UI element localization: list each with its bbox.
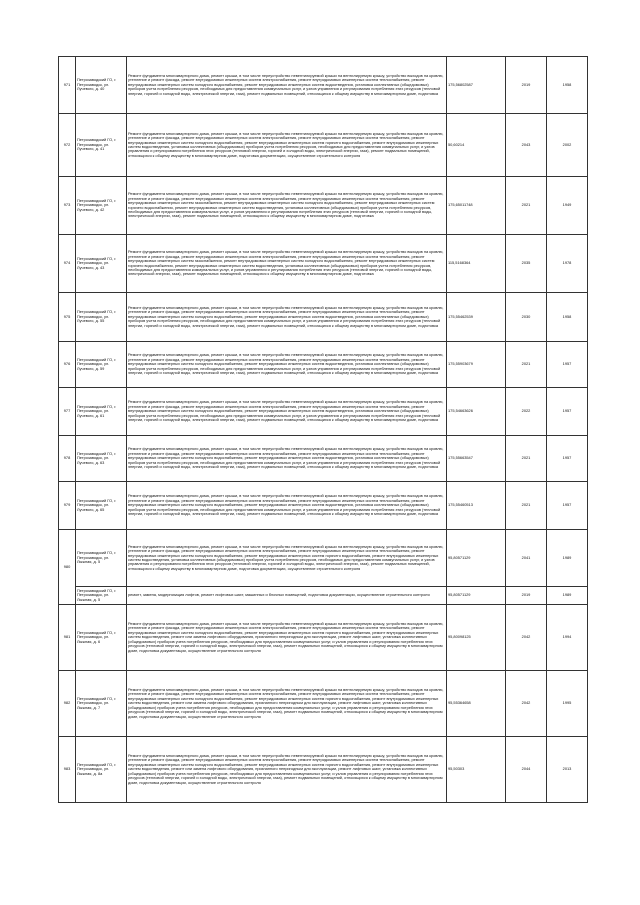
repair-year-cell: 2042 bbox=[506, 671, 547, 737]
repair-year-cell: 2041 bbox=[506, 530, 547, 587]
repair-year-cell: 2021 bbox=[506, 482, 547, 530]
table-row bbox=[59, 482, 588, 530]
cost-cell: 95,80098125 bbox=[447, 605, 506, 671]
row-number: 980 bbox=[59, 530, 76, 605]
built-year-cell: 2013 bbox=[547, 737, 588, 803]
address-cell: Петрозаводский ГО, г. Петрозаводск, ул. Лучевого, д. 55 bbox=[76, 293, 127, 342]
works-cell: Ремонт фундамента многоквартирного дома, ремонт крыши, в том числе переустройство невентилируемой крыши на вентилируемую крышу, устройство выходов на кровлю, утепление и ремонт фасада, ремонт внутридомовых инженерных систем электроснабжения, ремонт внутридомовых инженерных систем теплоснабжения, ремонт внутридомовых инженерных систем холодного водоснабжения, ремонт внутридомовых инженерных систем горячего водоснабжения, ремонт внутридомовых инженерных систем водоотведения, установка коллективных (общедомовых) приборов учета потребления ресурсов, необходимых для предоставления коммунальных услуг, и узлов управления и регулирования потребления этих ресурсов (тепловой энергии, горячей и холодной воды, электрической энергии, газа), ремонт подвальных помещений, относящихся к общему имуществу в многоквартирном доме, подготовка документации, осуществление строительного контроля bbox=[127, 530, 447, 587]
table-row bbox=[59, 57, 588, 114]
row-number: 983 bbox=[59, 737, 76, 803]
cost-cell: 175,54663626 bbox=[447, 388, 506, 436]
row-number: 972 bbox=[59, 114, 76, 177]
built-year-cell: 1995 bbox=[547, 671, 588, 737]
capital-repair-table bbox=[58, 56, 588, 803]
address-cell: Петрозаводский ГО, г. Петрозаводск, ул. Лучевого, д. 41 bbox=[76, 114, 127, 177]
repair-year-cell: 2043 bbox=[506, 114, 547, 177]
cost-cell: 95,55364658 bbox=[447, 671, 506, 737]
table-row bbox=[59, 388, 588, 436]
cost-cell: 175,55663547 bbox=[447, 436, 506, 482]
cost-cell: 50,60214 bbox=[447, 114, 506, 177]
repair-year-cell: 2021 bbox=[506, 436, 547, 482]
address-cell: Петрозаводский ГО, г. Петрозаводск, ул. Лучевого, д. 61 bbox=[76, 388, 127, 436]
works-cell: Ремонт фундамента многоквартирного дома, ремонт крыши, в том числе переустройство невентилируемой крыши на вентилируемую крышу, устройство выходов на кровлю, утепление и ремонт фасада, ремонт внутридомовых инженерных систем электроснабжения, ремонт внутридомовых инженерных систем теплоснабжения, ремонт внутридомовых инженерных систем холодного водоснабжения, ремонт внутридомовых инженерных систем горячего водоснабжения, ремонт внутридомовых инженерных систем водоотведения, ремонт или замена лифтового оборудования, признанного непригодным для эксплуатации, ремонт лифтовых шахт, установка коллективных (общедомовых) приборов учета потребления ресурсов, необходимых для предоставления коммунальных услуг, и узлов управления и регулирования потребления этих ресурсов (тепловой энергии, горячей и холодной воды, электрической энергии, газа), ремонт подвальных помещений, относящихся к общему имуществу в многоквартирном доме, подготовка документации, осуществление строительного контроля bbox=[127, 605, 447, 671]
built-year-cell: 1949 bbox=[547, 177, 588, 235]
row-number: 973 bbox=[59, 177, 76, 235]
row-number: 976 bbox=[59, 342, 76, 388]
table-row bbox=[59, 114, 588, 177]
table-row bbox=[59, 436, 588, 482]
works-cell: Ремонт фундамента многоквартирного дома, ремонт крыши, в том числе переустройство невентилируемой крыши на вентилируемую крышу, устройство выходов на кровлю, утепление и ремонт фасада, ремонт внутридомовых инженерных систем электроснабжения, ремонт внутридомовых инженерных систем теплоснабжения, ремонт внутридомовых инженерных систем холодного водоснабжения, ремонт внутридомовых инженерных систем горячего водоснабжения, ремонт внутридомовых инженерных систем водоотведения, ремонт или замена лифтового оборудования, признанного непригодным для эксплуатации, ремонт лифтовых шахт, установка коллективных (общедомовых) приборов учета потребления ресурсов, необходимых для предоставления коммунальных услуг, и узлов управления и регулирования потребления этих ресурсов (тепловой энергии, горячей и холодной воды, электрической энергии, газа), ремонт подвальных помещений, относящихся к общему имуществу в многоквартирном доме, подготовка документации, осуществление строительного контроля bbox=[127, 737, 447, 803]
built-year-cell: 1994 bbox=[547, 605, 588, 671]
row-number: 971 bbox=[59, 57, 76, 114]
cost-cell: 175,65011748 bbox=[447, 177, 506, 235]
repair-year-cell: 2019 bbox=[506, 57, 547, 114]
address-cell: Петрозаводский ГО, г. Петрозаводск, ул. Лыжная, д. 8а bbox=[76, 737, 127, 803]
cost-cell: 95,50303 bbox=[447, 737, 506, 803]
address-cell: Петрозаводский ГО, г. Петрозаводск, ул. Лучевого, д. 43 bbox=[76, 235, 127, 293]
repair-year-cell: 2019 bbox=[506, 587, 547, 605]
repair-year-cell: 2021 bbox=[506, 177, 547, 235]
row-number: 978 bbox=[59, 436, 76, 482]
built-year-cell: 1958 bbox=[547, 293, 588, 342]
built-year-cell: 1957 bbox=[547, 388, 588, 436]
works-cell: Ремонт фундамента многоквартирного дома, ремонт крыши, в том числе переустройство невентилируемой крыши на вентилируемую крышу, устройство выходов на кровлю, утепление и ремонт фасада, ремонт внутридомовых инженерных систем электроснабжения, ремонт внутридомовых инженерных систем теплоснабжения, ремонт внутридомовых инженерных систем холодного водоснабжения, ремонт внутридомовых инженерных систем водоотведения, установка коллективных (общедомовых) приборов учета потребления ресурсов, необходимых для предоставления коммунальных услуг, и узлов управления и регулирования потребления этих ресурсов (тепловой энергии, горячей и холодной воды, электрической энергии, газа), ремонт подвальных помещений, относящихся к общему имуществу в многоквартирном доме, подготовка bbox=[127, 57, 447, 114]
table-row bbox=[59, 293, 588, 342]
address-cell: Петрозаводский ГО, г. Петрозаводск, ул. Лучевого, д. 63 bbox=[76, 436, 127, 482]
repair-year-cell: 2030 bbox=[506, 293, 547, 342]
table-row bbox=[59, 605, 588, 671]
table-row bbox=[59, 177, 588, 235]
address-cell: Петрозаводский ГО, г. Петрозаводск, ул. Лучевого, д. 65 bbox=[76, 482, 127, 530]
repair-year-cell: 2035 bbox=[506, 235, 547, 293]
works-cell: Ремонт фундамента многоквартирного дома, ремонт крыши, в том числе переустройство невентилируемой крыши на вентилируемую крышу, устройство выходов на кровлю, утепление и ремонт фасада, ремонт внутридомовых инженерных систем электроснабжения, ремонт внутридомовых инженерных систем теплоснабжения, ремонт внутридомовых инженерных систем холодного водоснабжения, ремонт внутридомовых инженерных систем горячего водоснабжения, ремонт внутридомовых инженерных систем водоотведения, ремонт или замена лифтового оборудования, признанного непригодным для эксплуатации, ремонт лифтовых шахт, установка коллективных (общедомовых) приборов учета потребления ресурсов, необходимых для предоставления коммунальных услуг, и узлов управления и регулирования потребления этих ресурсов (тепловой энергии, горячей и холодной воды, электрической энергии, газа), ремонт подвальных помещений, относящихся к общему имуществу в многоквартирном доме, подготовка документации, осуществление строительного контроля bbox=[127, 671, 447, 737]
address-cell: Петрозаводский ГО, г. Петрозаводск, ул. Лыжная, д. 7 bbox=[76, 671, 127, 737]
repair-year-cell: 2044 bbox=[506, 737, 547, 803]
cost-cell: 175,55903679 bbox=[447, 342, 506, 388]
cost-cell: 175,56802587 bbox=[447, 57, 506, 114]
cost-cell: 175,55462539 bbox=[447, 293, 506, 342]
address-cell: Петрозаводский ГО, г. Петрозаводск, ул. Лучевого, д. 42 bbox=[76, 177, 127, 235]
works-cell: Ремонт фундамента многоквартирного дома, ремонт крыши, в том числе переустройство невентилируемой крыши на вентилируемую крышу, устройство выходов на кровлю, утепление и ремонт фасада, ремонт внутридомовых инженерных систем электроснабжения, ремонт внутридомовых инженерных систем теплоснабжения, ремонт внутридомовых инженерных систем холодного водоснабжения, ремонт внутридомовых инженерных систем водоотведения, установка коллективных (общедомовых) приборов учета потребления ресурсов, необходимых для предоставления коммунальных услуг, и узлов управления и регулирования потребления этих ресурсов (тепловой энергии, горячей и холодной воды, электрической энергии, газа), ремонт подвальных помещений, относящихся к общему имуществу в многоквартирном доме, подготовка bbox=[127, 293, 447, 342]
built-year-cell: 1978 bbox=[547, 235, 588, 293]
repair-year-cell: 2042 bbox=[506, 605, 547, 671]
row-number: 982 bbox=[59, 671, 76, 737]
cost-cell: 95,80571129 bbox=[447, 530, 506, 587]
works-cell: Ремонт фундамента многоквартирного дома, ремонт крыши, в том числе переустройство невентилируемой крыши на вентилируемую крышу, устройство выходов на кровлю, утепление и ремонт фасада, ремонт внутридомовых инженерных систем электроснабжения, ремонт внутридомовых инженерных систем теплоснабжения, ремонт внутридомовых инженерных систем холодного водоснабжения, ремонт внутридомовых инженерных систем водоотведения, установка коллективных (общедомовых) приборов учета потребления ресурсов, необходимых для предоставления коммунальных услуг, и узлов управления и регулирования потребления этих ресурсов (тепловой энергии, горячей и холодной воды, электрической энергии, газа), ремонт подвальных помещений, относящихся к общему имуществу в многоквартирном доме, подготовка bbox=[127, 342, 447, 388]
table-row bbox=[59, 587, 588, 605]
address-cell: Петрозаводский ГО, г. Петрозаводск, ул. Лучевого, д. 59 bbox=[76, 342, 127, 388]
works-cell: Ремонт фундамента многоквартирного дома, ремонт крыши, в том числе переустройство невентилируемой крыши на вентилируемую крышу, устройство выходов на кровлю, утепление и ремонт фасада, ремонт внутридомовых инженерных систем электроснабжения, ремонт внутридомовых инженерных систем теплоснабжения, ремонт внутридомовых инженерных систем газоснабжения, ремонт внутридомовых инженерных систем холодного водоснабжения, ремонт внутридомовых инженерных систем горячего водоснабжения, ремонт внутридомовых инженерных систем водоотведения, установка коллективных (общедомовых) приборов учета потребления ресурсов, необходимых для предоставления коммунальных услуг, и узлов управления и регулирования потребления этих ресурсов (тепловой энергии, горячей и холодной воды, электрической энергии, газа), ремонт подвальных помещений, относящихся к общему имуществу в многоквартирном доме, подготовка bbox=[127, 235, 447, 293]
row-number: 979 bbox=[59, 482, 76, 530]
built-year-cell: 2002 bbox=[547, 114, 588, 177]
works-cell: Ремонт фундамента многоквартирного дома, ремонт крыши, в том числе переустройство невентилируемой крыши на вентилируемую крышу, устройство выходов на кровлю, утепление и ремонт фасада, ремонт внутридомовых инженерных систем электроснабжения, ремонт внутридомовых инженерных систем теплоснабжения, ремонт внутридомовых инженерных систем газоснабжения, ремонт внутридомовых инженерных систем холодного водоснабжения, ремонт внутридомовых инженерных систем горячего водоснабжения, ремонт внутридомовых инженерных систем водоотведения, установка коллективных (общедомовых) приборов учета потребления ресурсов, необходимых для предоставления коммунальных услуг, и узлов управления и регулирования потребления этих ресурсов (тепловой энергии, горячей и холодной воды, электрической энергии, газа), ремонт подвальных помещений, относящихся к общему имуществу в многоквартирном доме, подготовка bbox=[127, 177, 447, 235]
built-year-cell: 1989 bbox=[547, 530, 588, 587]
table-row bbox=[59, 235, 588, 293]
address-cell: Петрозаводский ГО, г. Петрозаводск, ул. Лыжная, д. 5 bbox=[76, 587, 127, 605]
table-row bbox=[59, 737, 588, 803]
built-year-cell: 1957 bbox=[547, 342, 588, 388]
works-cell: Ремонт фундамента многоквартирного дома, ремонт крыши, в том числе переустройство невентилируемой крыши на вентилируемую крышу, устройство выходов на кровлю, утепление и ремонт фасада, ремонт внутридомовых инженерных систем электроснабжения, ремонт внутридомовых инженерных систем теплоснабжения, ремонт внутридомовых инженерных систем холодного водоснабжения, ремонт внутридомовых инженерных систем водоотведения, установка коллективных (общедомовых) приборов учета потребления ресурсов, необходимых для предоставления коммунальных услуг, и узлов управления и регулирования потребления этих ресурсов (тепловой энергии, горячей и холодной воды, электрической энергии, газа), ремонт подвальных помещений, относящихся к общему имуществу в многоквартирном доме, подготовка bbox=[127, 436, 447, 482]
works-cell: Ремонт фундамента многоквартирного дома, ремонт крыши, в том числе переустройство невентилируемой крыши на вентилируемую крышу, устройство выходов на кровлю, утепление и ремонт фасада, ремонт внутридомовых инженерных систем электроснабжения, ремонт внутридомовых инженерных систем теплоснабжения, ремонт внутридомовых инженерных систем холодного водоснабжения, ремонт внутридомовых инженерных систем водоотведения, установка коллективных (общедомовых) приборов учета потребления ресурсов, необходимых для предоставления коммунальных услуг, и узлов управления и регулирования потребления этих ресурсов (тепловой энергии, горячей и холодной воды, электрической энергии, газа), ремонт подвальных помещений, относящихся к общему имуществу в многоквартирном доме, подготовка bbox=[127, 482, 447, 530]
address-cell: Петрозаводский ГО, г. Петрозаводск, ул. Лыжная, д. 5 bbox=[76, 530, 127, 587]
row-number: 975 bbox=[59, 293, 76, 342]
built-year-cell: 1957 bbox=[547, 482, 588, 530]
row-number: 981 bbox=[59, 605, 76, 671]
cost-cell: 95,80571129 bbox=[447, 587, 506, 605]
repair-year-cell: 2022 bbox=[506, 388, 547, 436]
row-number: 974 bbox=[59, 235, 76, 293]
cost-cell: 115,5168364 bbox=[447, 235, 506, 293]
works-cell: Ремонт фундамента многоквартирного дома, ремонт крыши, в том числе переустройство невентилируемой крыши на вентилируемую крышу, устройство выходов на кровлю, утепление и ремонт фасада, ремонт внутридомовых инженерных систем электроснабжения, ремонт внутридомовых инженерных систем теплоснабжения, ремонт внутридомовых инженерных систем холодного водоснабжения, ремонт внутридомовых инженерных систем горячего водоснабжения, ремонт внутридомовых инженерных систем водоотведения, установка коллективных (общедомовых) приборов учета потребления ресурсов, необходимых для предоставления коммунальных услуг, и узлов управления и регулирования потребления этих ресурсов (тепловой энергии, горячей и холодной воды, электрической энергии, газа), ремонт подвальных помещений, относящихся к общему имуществу в многоквартирном доме, подготовка документации, осуществление строительного контроля bbox=[127, 114, 447, 177]
built-year-cell: 1958 bbox=[547, 57, 588, 114]
repair-year-cell: 2021 bbox=[506, 342, 547, 388]
cost-cell: 175,55460513 bbox=[447, 482, 506, 530]
row-number: 977 bbox=[59, 388, 76, 436]
works-cell: ремонт, замена, модернизация лифтов, ремонт лифтовых шахт, машинных и блочных помещений, подготовка документации, осуществление строительного контроля bbox=[127, 587, 447, 605]
table-row bbox=[59, 530, 588, 587]
address-cell: Петрозаводский ГО, г. Петрозаводск, ул. Лучевого, д. 40 bbox=[76, 57, 127, 114]
table-row bbox=[59, 342, 588, 388]
built-year-cell: 1989 bbox=[547, 587, 588, 605]
table-row bbox=[59, 671, 588, 737]
address-cell: Петрозаводский ГО, г. Петрозаводск, ул. Лыжная, д. 6 bbox=[76, 605, 127, 671]
built-year-cell: 1957 bbox=[547, 436, 588, 482]
works-cell: Ремонт фундамента многоквартирного дома, ремонт крыши, в том числе переустройство невентилируемой крыши на вентилируемую крышу, устройство выходов на кровлю, утепление и ремонт фасада, ремонт внутридомовых инженерных систем электроснабжения, ремонт внутридомовых инженерных систем теплоснабжения, ремонт внутридомовых инженерных систем холодного водоснабжения, ремонт внутридомовых инженерных систем водоотведения, установка коллективных (общедомовых) приборов учета потребления ресурсов, необходимых для предоставления коммунальных услуг, и узлов управления и регулирования потребления этих ресурсов (тепловой энергии, горячей и холодной воды, электрической энергии, газа), ремонт подвальных помещений, относящихся к общему имуществу в многоквартирном доме, подготовка bbox=[127, 388, 447, 436]
